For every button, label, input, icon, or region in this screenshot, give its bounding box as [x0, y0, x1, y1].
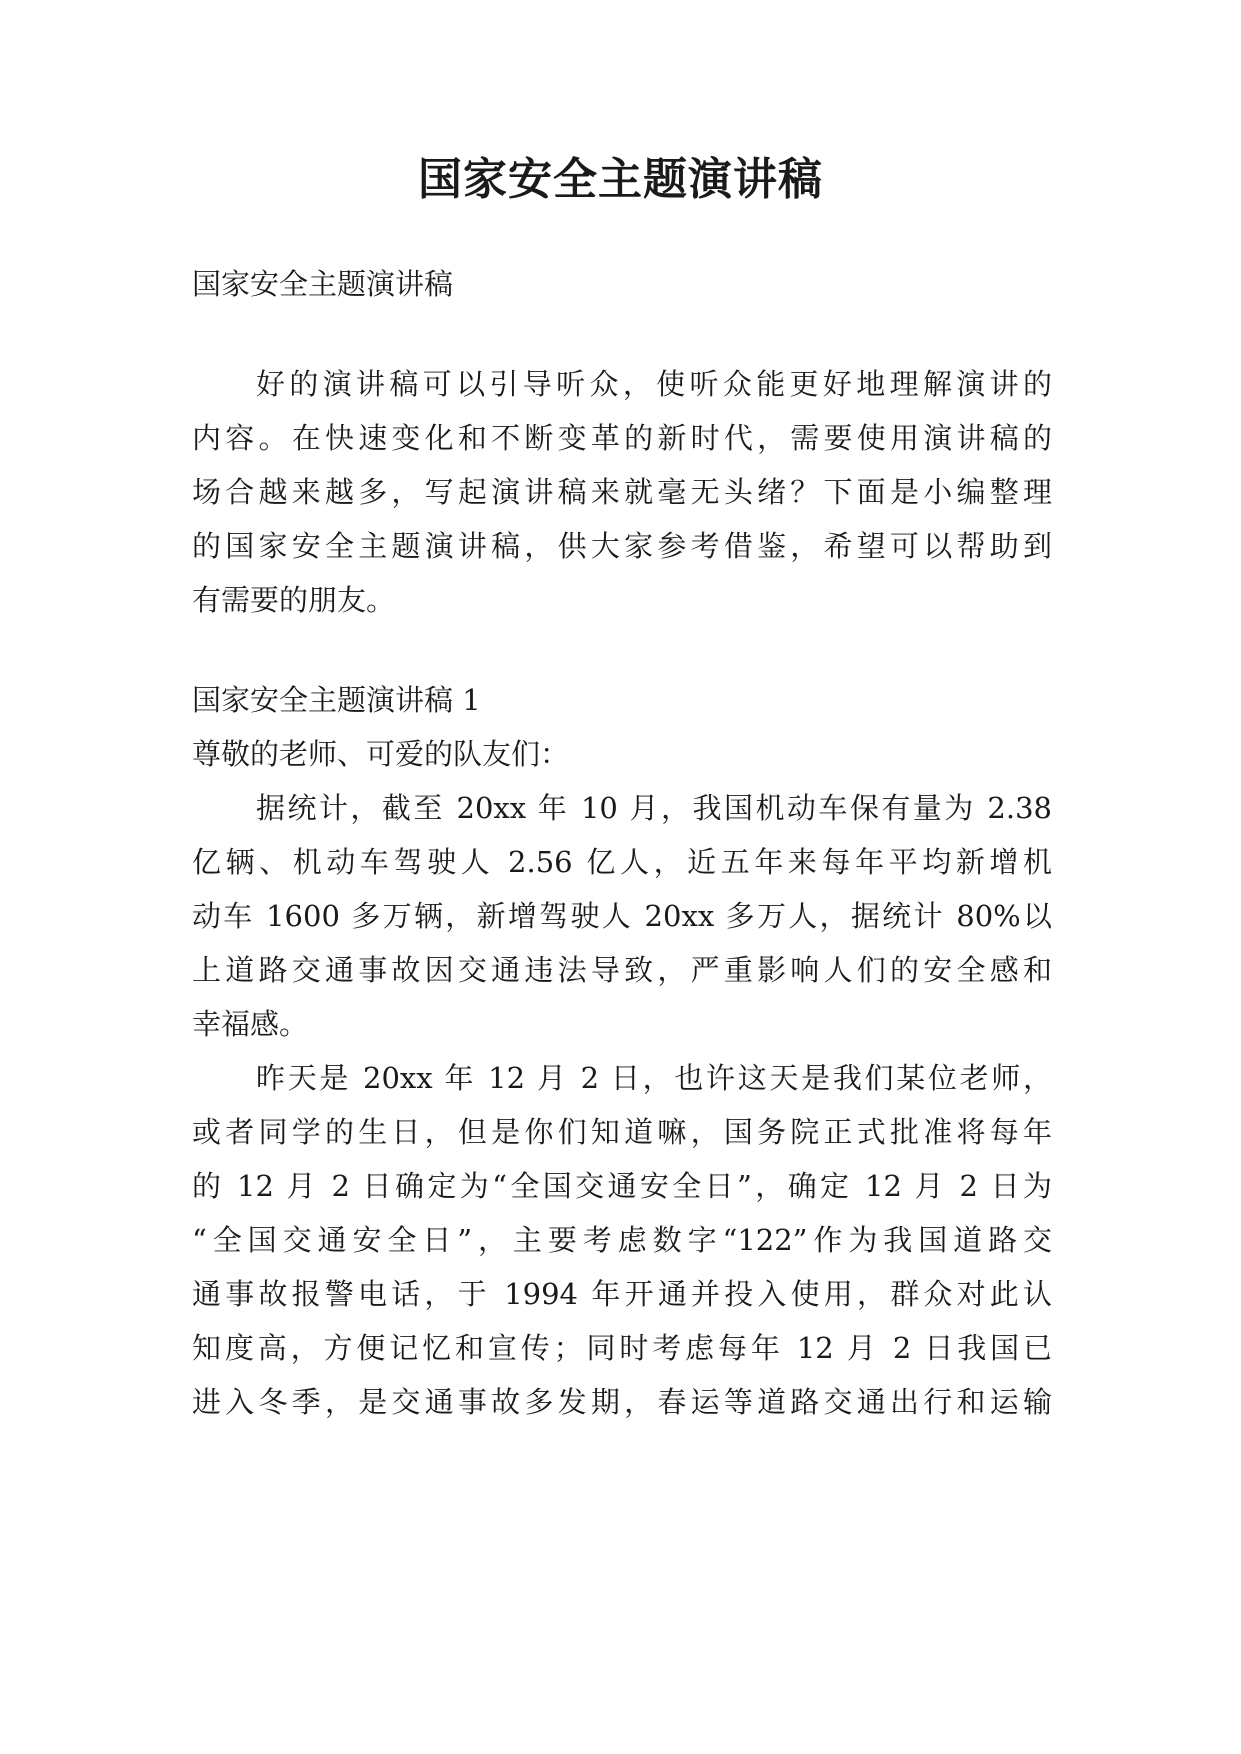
paragraph2-line: 进入冬季，是交通事故多发期，春运等道路交通出行和运输 [192, 1385, 1052, 1419]
paragraph1-line: 动车 1600 多万辆，新增驾驶人 20xx 多万人，据统计 80%以 [192, 899, 1052, 933]
intro-line: 内容。在快速变化和不断变革的新时代，需要使用演讲稿的 [192, 421, 1052, 455]
document-title: 国家安全主题演讲稿 [418, 154, 823, 205]
intro-line: 有需要的朋友。 [192, 583, 396, 617]
paragraph2-line: 通事故报警电话，于 1994 年开通并投入使用，群众对此认 [192, 1277, 1052, 1311]
paragraph2-line: 知度高，方便记忆和宣传；同时考虑每年 12 月 2 日我国已 [192, 1331, 1052, 1365]
paragraph1-line: 上道路交通事故因交通违法导致，严重影响人们的安全感和 [192, 953, 1052, 987]
paragraph2-line: 或者同学的生日，但是你们知道嘛，国务院正式批准将每年 [192, 1115, 1052, 1149]
intro-line: 好的演讲稿可以引导听众，使听众能更好地理解演讲的 [256, 367, 1052, 401]
paragraph2-line: “全国交通安全日”，主要考虑数字“122”作为我国道路交 [192, 1223, 1052, 1257]
salutation: 尊敬的老师、可爱的队友们： [192, 737, 570, 771]
paragraph2-line: 昨天是 20xx 年 12 月 2 日，也许这天是我们某位老师， [256, 1061, 1052, 1095]
paragraph2-line: 的 12 月 2 日确定为“全国交通安全日”，确定 12 月 2 日为 [192, 1169, 1052, 1203]
paragraph1-line: 亿辆、机动车驾驶人 2.56 亿人，近五年来每年平均新增机 [192, 845, 1052, 879]
paragraph1-line: 据统计，截至 20xx 年 10 月，我国机动车保有量为 2.38 [256, 791, 1052, 825]
section-heading: 国家安全主题演讲稿 1 [192, 683, 481, 717]
intro-line: 的国家安全主题演讲稿，供大家参考借鉴，希望可以帮助到 [192, 529, 1052, 563]
paragraph1-line: 幸福感。 [192, 1007, 309, 1041]
intro-line: 场合越来越多，写起演讲稿来就毫无头绪？下面是小编整理 [192, 475, 1052, 509]
document-subtitle: 国家安全主题演讲稿 [192, 267, 454, 301]
